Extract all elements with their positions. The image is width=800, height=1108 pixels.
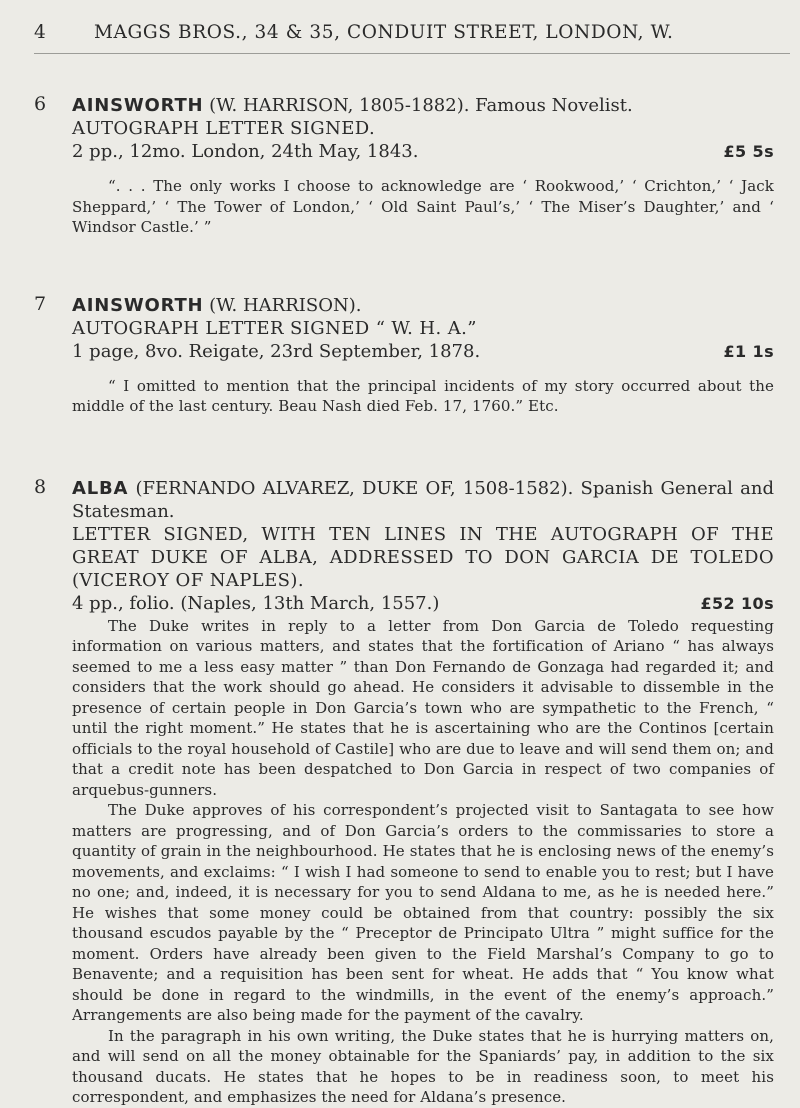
entry-details: 2 pp., 12mo. London, 24th May, 1843.: [72, 141, 419, 162]
entry-description: The Duke approves of his correspondent’s projected visit to Santagata to see how matters are progressing, and of Don Garcia’s orders to the commissaries to store a quantity of grain in the neighbourhood. He states that he is enclosing news of the enemy’s movements, and exclaims: “ I wish I had someone to send to enable you to rest; but I have no one; and, indeed, it is necessary for you to send Aldana to me, as he is needed here.” He wishes that some money could be obtained from that country: possibly the six thousand escudos payable by the “ Preceptor de Principato Ultra ” might suffice for the moment. Orders have already been given to the Field Marshal’s Company to go to Benavente; and a requisition has been sent for wheat. He adds that “ You know what should be done in regard to the windmills, in the event of the enemy’s approach.” Arrangements are also being made for the payment of the cavalry.: [72, 801, 774, 1024]
entry-details-line: [72, 340, 774, 364]
entry-details-line: [72, 592, 774, 616]
entry-heading-rest: (FERNANDO ALVAREZ, DUKE OF, 1508-1582). Spanish General and Statesman.: [72, 477, 774, 522]
entry-number: 7: [34, 292, 47, 315]
entry-title: AUTOGRAPH LETTER SIGNED.: [72, 118, 376, 139]
entry-price: £5 5s: [723, 142, 774, 161]
catalogue-entry: [34, 294, 774, 417]
entry-description: In the paragraph in his own writing, the Duke states that he is hurrying matters on, and will send on all the money obtainable for the Spaniards’ pay, in addition to the six thousand ducats. He states that he hopes to be in readiness soon, to meet his correspondent, and emphasizes the need for Aldana’s presence.: [72, 1026, 774, 1106]
entry-details-line: [72, 140, 774, 164]
entry-name: AINSWORTH: [72, 294, 204, 316]
entry-description: “. . . The only works I choose to acknowledge are ‘ Rookwood,’ ‘ Crichton,’ ‘ Jack Sheppard,’ ‘ The Tower of London,’ ‘ Old Saint Paul’s,’ ‘ The Miser’s Daughter,’ and ‘ Windsor Castle.’ ”: [72, 177, 774, 236]
page-number: 4: [34, 22, 47, 43]
entry-details: 4 pp., folio. (Naples, 13th March, 1557.): [72, 592, 440, 614]
entry-heading-rest: (W. HARRISON, 1805-1882). Famous Novelist.: [203, 95, 633, 116]
entry-name: AINSWORTH: [72, 95, 204, 116]
entry-title: AUTOGRAPH LETTER SIGNED “ W. H. A.”: [72, 317, 477, 339]
entry-heading: [72, 477, 774, 523]
running-head-title: MAGGS BROS., 34 & 35, CONDUIT STREET, LONDON, W.: [94, 22, 674, 43]
entry-description: “ I omitted to mention that the principal incidents of my story occurred about the middle of the last century. Beau Nash died Feb. 17, 1760.” Etc.: [72, 376, 774, 415]
entry-name: ALBA: [72, 477, 129, 499]
entry-number: 6: [34, 93, 47, 115]
catalogue-entry: [34, 477, 774, 1108]
entry-title: LETTER SIGNED, WITH TEN LINES IN THE AUTOGRAPH OF THE GREAT DUKE OF ALBA, ADDRESSED TO DON GARCIA DE TOLEDO (VICEROY OF NAPLES).: [72, 523, 774, 591]
catalogue-entry: [34, 94, 774, 238]
entry-details: 1 page, 8vo. Reigate, 23rd September, 1878.: [72, 340, 481, 362]
running-head: [34, 22, 774, 43]
entry-heading-rest: (W. HARRISON).: [203, 294, 362, 316]
entry-description: The Duke writes in reply to a letter from Don Garcia de Toledo requesting information on various matters, and states that the fortification of Ariano “ has always seemed to me a less easy matter ” than Don Fernando de Gonzaga had regarded it; and considers that the work should go ahead. He considers it advisable to dissemble in the presence of certain people in Don Garcia’s town who are sympathetic to the French, “ until the right moment.” He states that he is ascertaining who are the Continos [certain officials to the royal household of Castile] who are due to leave and will send them on; and that a credit note has been despatched to Don Garcia in respect of two companies of arquebus-gunners.: [72, 616, 774, 799]
entry-price: £1 1s: [723, 341, 774, 361]
entry-heading: [72, 294, 774, 317]
entry-price: £52 10s: [700, 593, 774, 613]
header-rule: [34, 53, 790, 54]
entry-number: 8: [34, 475, 47, 498]
entry-heading: [72, 94, 774, 117]
